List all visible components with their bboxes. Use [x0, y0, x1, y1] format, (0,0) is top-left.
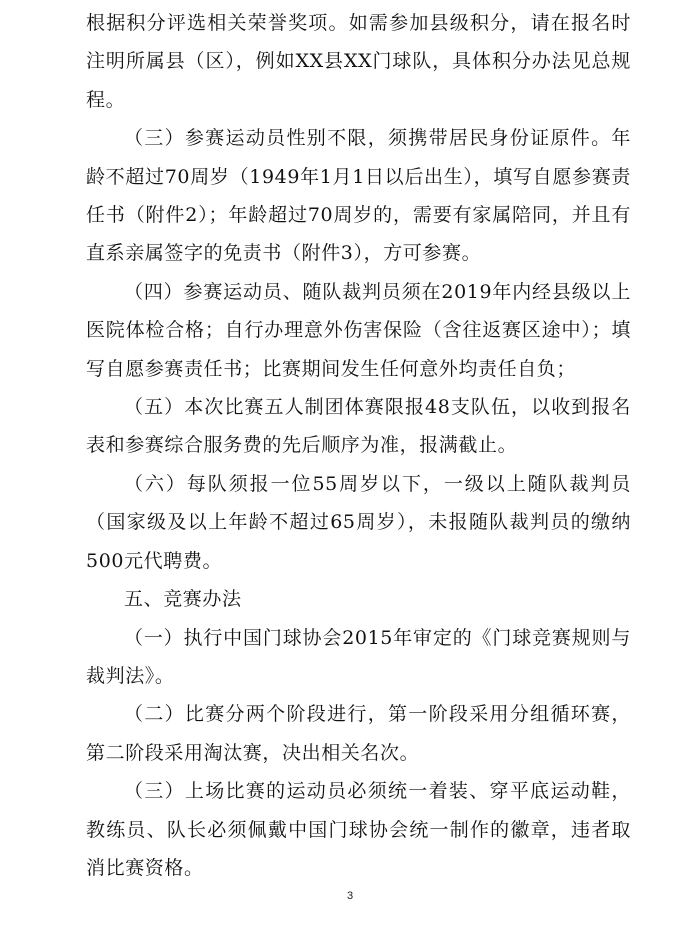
paragraph-method-2-stages: （二）比赛分两个阶段进行，第一阶段采用分组循环赛，第二阶段采用淘汰赛，决出相关名次。	[86, 703, 631, 764]
section-heading-competition-method: 五、竞赛办法	[124, 588, 242, 611]
paragraph-item-4-medical-insurance: （四）参赛运动员、随队裁判员须在2019年内经县级以上医院体检合格；自行办理意外伤害保险（含往返赛区途中）；填写自愿参赛责任书；比赛期间发生任何意外均责任自负；	[86, 280, 631, 380]
paragraph-continuation: 根据积分评选相关荣誉奖项。如需参加县级积分，请在报名时注明所属县（区），例如XX县XX门球队，具体积分办法见总规程。	[86, 12, 631, 111]
page-number: 3	[346, 890, 354, 902]
paragraph-item-5-team-limit: （五）本次比赛五人制团体赛限报48支队伍，以收到报名表和参赛综合服务费的先后顺序为准，报满截止。	[86, 396, 631, 457]
paragraph-item-3-gender-age: （三）参赛运动员性别不限，须携带居民身份证原件。年龄不超过70周岁（1949年1月1日以后出生），填写自愿参赛责任书（附件2）；年龄超过70周岁的，需要有家属陪同，并且有直系亲属签字的免责书（附件3），方可参赛。	[86, 127, 631, 265]
document-body	[86, 4, 631, 887]
paragraph-method-3-uniform: （三）上场比赛的运动员必须统一着装、穿平底运动鞋，教练员、队长必须佩戴中国门球协会统一制作的徽章，违者取消比赛资格。	[86, 780, 631, 879]
paragraph-item-6-referee: （六）每队须报一位55周岁以下，一级以上随队裁判员（国家级及以上年龄不超过65周岁），未报随队裁判员的缴纳500元代聘费。	[86, 472, 631, 572]
paragraph-method-1-rules: （一）执行中国门球协会2015年审定的《门球竞赛规则与裁判法》。	[86, 626, 631, 687]
